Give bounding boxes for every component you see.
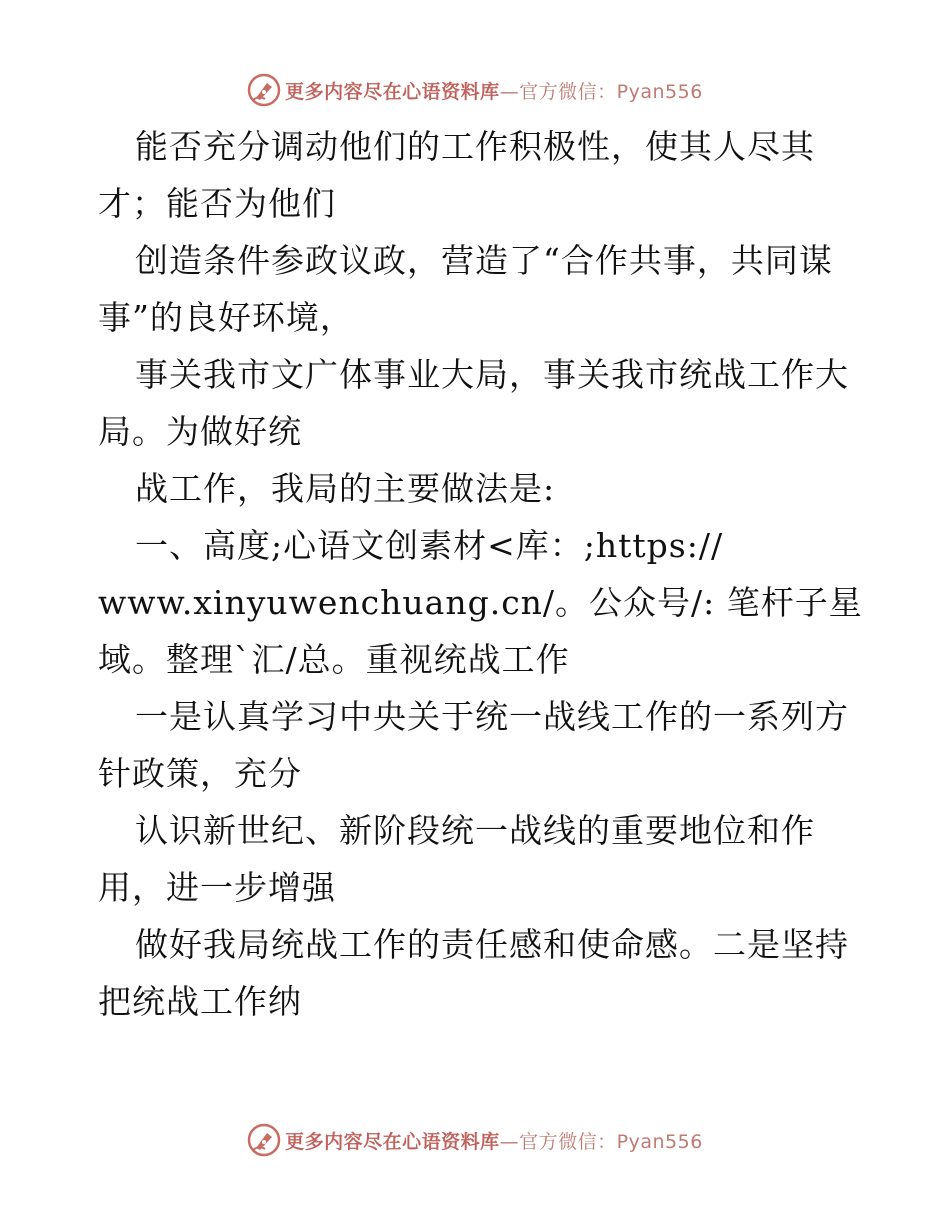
text-line: 创造条件参政议政，营造了“合作共事，共同谋 — [135, 241, 833, 280]
text-line: 针政策，充分 — [98, 754, 302, 793]
text-line: 认识新世纪、新阶段统一战线的重要地位和作 — [135, 811, 815, 850]
document-body — [98, 118, 878, 1030]
header-banner-text: 更多内容尽在心语资料库—官方微信：Pyan556 — [285, 80, 703, 103]
pen-nib-logo-icon — [247, 73, 281, 107]
text-line: 一、高度;心语文创素材<库：;https:// — [135, 526, 724, 565]
text-line: 一是认真学习中央关于统一战线工作的一系列方 — [135, 697, 849, 736]
footer-banner-text: 更多内容尽在心语资料库—官方微信：Pyan556 — [285, 1130, 703, 1153]
text-line: 域。整理`汇/总。重视统战工作 — [98, 640, 570, 679]
text-line: 战工作，我局的主要做法是: — [135, 469, 556, 508]
footer-banner — [0, 1120, 950, 1160]
text-line: 能否充分调动他们的工作积极性，使其人尽其 — [135, 127, 815, 166]
text-line: 局。为做好统 — [98, 412, 302, 451]
text-line: 做好我局统战工作的责任感和使命感。二是坚持 — [135, 925, 849, 964]
pen-nib-logo-icon — [247, 1123, 281, 1157]
text-line: 事关我市文广体事业大局，事关我市统战工作大 — [135, 355, 849, 394]
text-line: 才；能否为他们 — [98, 184, 336, 223]
header-banner — [0, 70, 950, 110]
text-line: 事”的良好环境， — [98, 298, 354, 337]
text-line: 用，进一步增强 — [98, 868, 336, 907]
text-line: 把统战工作纳 — [98, 982, 302, 1021]
text-line: www.xinyuwenchuang.cn/。公众号/: 笔杆子星 — [98, 583, 863, 622]
